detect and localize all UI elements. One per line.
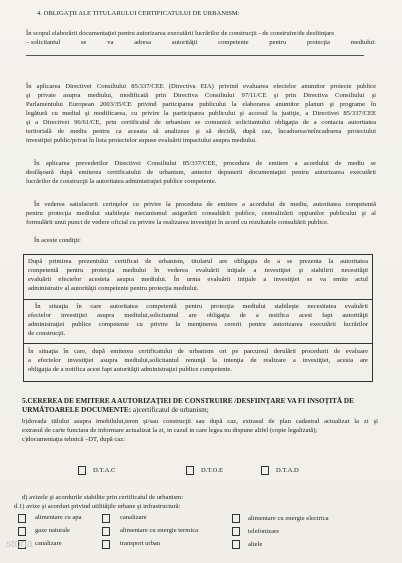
checkbox-sewerage[interactable] <box>102 514 110 523</box>
label-water-supply: alimentare cu apa <box>35 514 82 521</box>
section5-heading-bold: URMĂTOARELE DOCUMENTE: <box>22 406 132 414</box>
intro-word: protecţia <box>306 39 330 46</box>
condition-box-renunciation <box>23 343 373 382</box>
box-line: a efectelor investiţiei asupra mediului,solicitantul renunţă la intenţia de realizare a investiţiei, acesta are <box>28 357 368 364</box>
intro-word: competente <box>218 39 249 46</box>
label-telephony: telefonizare <box>248 528 280 535</box>
item-d-label: d) avizele şi acordurile stabilite prin certificatul de urbanism: <box>22 494 184 501</box>
paragraph-line: şi a Directivei 96/61/CE, prin certificatul de urbanism se comunică solicitantului obligaţia de a contacta autoritatea <box>26 119 376 126</box>
blank-fill-line <box>26 55 364 56</box>
paragraph-line: şi private asupra mediului, modificată prin Directiva Consiliului 97/11/CE şi prin Directiva Consiliului şi <box>26 92 376 99</box>
box-line: evaluării efectelor acesteia asupra mediului. În urma evaluării iniţiale a investiţiei se va emite actul <box>28 276 368 283</box>
paragraph-line: lucrărilor de construcţii la autoritatea administraţiei publice competente. <box>26 178 217 185</box>
conditions-label: În aceste condiţii: <box>34 237 81 244</box>
section4-intro-line2 <box>26 39 376 48</box>
checkbox-dtoe[interactable] <box>186 466 194 475</box>
paragraph-line: În aplicarea Directivei Consiliului 85/337/CEE (Directiva EIA) privind evaluarea efectelor anumitor proiecte publice <box>26 83 376 90</box>
intro-word: va <box>107 39 114 46</box>
box-line: După primirea prezentului certificat de urbanism, titularul are obligaţia de a se prezenta la autoritatea <box>28 258 368 265</box>
checkbox-natural-gas[interactable] <box>18 527 26 536</box>
label-sewerage: canalizare <box>120 514 147 521</box>
box-line: În situaţia în care, după emiterea certificatului de urbanism ori pe parcursul derulării procedurii de evaluare <box>28 348 368 355</box>
intro-word: – solicitantul <box>26 39 61 46</box>
intro-word: adresa <box>134 39 152 46</box>
box-line: administrativ al autorităţii competente pentru protecţia mediului. <box>28 285 199 292</box>
box-line: competentă pentru protecţia mediului în vederea evaluării iniţiale a investiţiei şi stabilirii necesităţii <box>28 267 368 274</box>
box-line: obligaţia de a notifica acest fapt autorităţii administraţiei publice competente. <box>28 366 232 373</box>
checkbox-dtac[interactable] <box>78 466 86 475</box>
paragraph-line: În aplicarea prevederilor Directivei Consiliului 85/337/CEE, procedura de emitere a acordului de mediu se <box>34 160 376 167</box>
section4-heading: 4. OBLIGAŢII ALE TITULARULUI CERTIFICATULUI DE URBANISM: <box>37 10 240 17</box>
intro-word: pentru <box>269 39 287 46</box>
item-b-line: extrasul de carte funciara de informare actualizat la zi, in cazul in care legea nu dispune altfel (copie legalizată); <box>22 427 318 434</box>
label-dtac: D.T.A.C <box>93 467 116 474</box>
section5-heading: 5.CEREREA DE EMITERE A AUTORIZAŢIEI DE CONSTRUIRE /DESFIINŢARE VA FI INSOŢITĂ DE <box>22 397 354 405</box>
paragraph-line: pentru protecţia mediului stabileşte mecanismul asigurării consultării publice, centralizării opţiunilor publicului şi al <box>26 210 376 217</box>
paragraph-line: desfăşoară după emiterea certificatului de urbanism, anterior depunerii documentaţiei pentru autorizarea executării <box>26 169 376 176</box>
paragraph-line: legătură cu mediul şi modificarea, cu privire la participarea publicului şi accesul la justiţie, a Directivei 85/337/CEE <box>26 110 376 117</box>
label-thermal-energy: alimentare cu energie termica <box>120 527 199 534</box>
item-b-line: b)dovada titlului asupra imobilului,teren şi/sau construcţii sau după caz, extrasul de plan cadastral actualizat la zi şi <box>22 418 378 425</box>
paragraph-line: În vederea satisfacerii cerinţelor cu privire la procedura de emitere a acordului de mediu, autoritatea competentă <box>34 201 376 208</box>
label-dtad: D.T.A.D <box>276 467 299 474</box>
checkbox-telephony[interactable] <box>232 527 240 536</box>
condition-box-impact-evaluation <box>23 299 373 344</box>
intro-word: se <box>80 39 87 46</box>
checkbox-electric-energy[interactable] <box>232 514 240 523</box>
section4-intro-line1: În scopul elaborării documentaţiei pentru autorizarea executării lucrărilor de construcţii - de construire/de desfiinţare <box>26 30 335 37</box>
checkbox-thermal-energy[interactable] <box>102 527 110 536</box>
label-dtoe: D.T.O.E <box>201 467 224 474</box>
box-line: de construcţii. <box>28 330 66 337</box>
section5-heading-line2 <box>22 406 382 415</box>
condition-box-initial-evaluation <box>23 254 373 300</box>
box-line: În situaţia în care autoritatea competentă pentru protecţia mediului stabileşte necesitatea evaluării <box>35 303 368 310</box>
checkbox-dtad[interactable] <box>261 466 269 475</box>
box-line: administraţiei publice competente cu privire la menţinerea cererii pentru autorizarea executării lucrărilor <box>28 321 368 328</box>
intro-word: autorităţii <box>171 39 198 46</box>
intro-word: mediului: <box>350 39 376 46</box>
checkbox-urban-transport[interactable] <box>102 540 110 549</box>
paragraph-line: Parlamentului European 2003/35/CE privind participarea publicului la elaborarea anumitor planuri şi programe în <box>26 101 376 108</box>
checkbox-water-supply[interactable] <box>18 514 26 523</box>
paragraph-line: formulării unui punct de vedere oficial cu privire la realizarea investiţiei în acord cu rezultatele consultării publice. <box>26 219 329 226</box>
watermark-logo: storia <box>6 538 33 550</box>
paragraph-line: teritorială de mediu pentru ca aceasta să analizeze şi să decidă, după caz, încadrarea/neîncadrarea proiectului <box>26 128 376 135</box>
paragraph-line: investiţiei public/privat în lista proiectelor supuse evaluării impactului asupra mediului. <box>26 137 257 144</box>
label-others: altele <box>248 541 263 548</box>
box-line: efectelor investiţiei asupra mediului,solicitantul are obligaţia de a notifica acest fapt autorităţii <box>28 312 368 319</box>
item-c-label: c)documentaţia tehnică –DT, după caz: <box>22 436 125 443</box>
label-natural-gas: gaze naturale <box>35 527 70 534</box>
label-urban-transport: transport urban <box>120 540 161 547</box>
label-electric-energy: alimentare cu energie electrica <box>248 515 329 522</box>
item-d1-label: d.1) avize şi acorduri privind utilităţile urbane şi infrastructură: <box>14 503 181 510</box>
label-sewerage-col1: canalizare <box>35 540 62 547</box>
checkbox-others[interactable] <box>232 540 240 549</box>
item-a: a)certificatul de urbanism; <box>132 406 209 414</box>
